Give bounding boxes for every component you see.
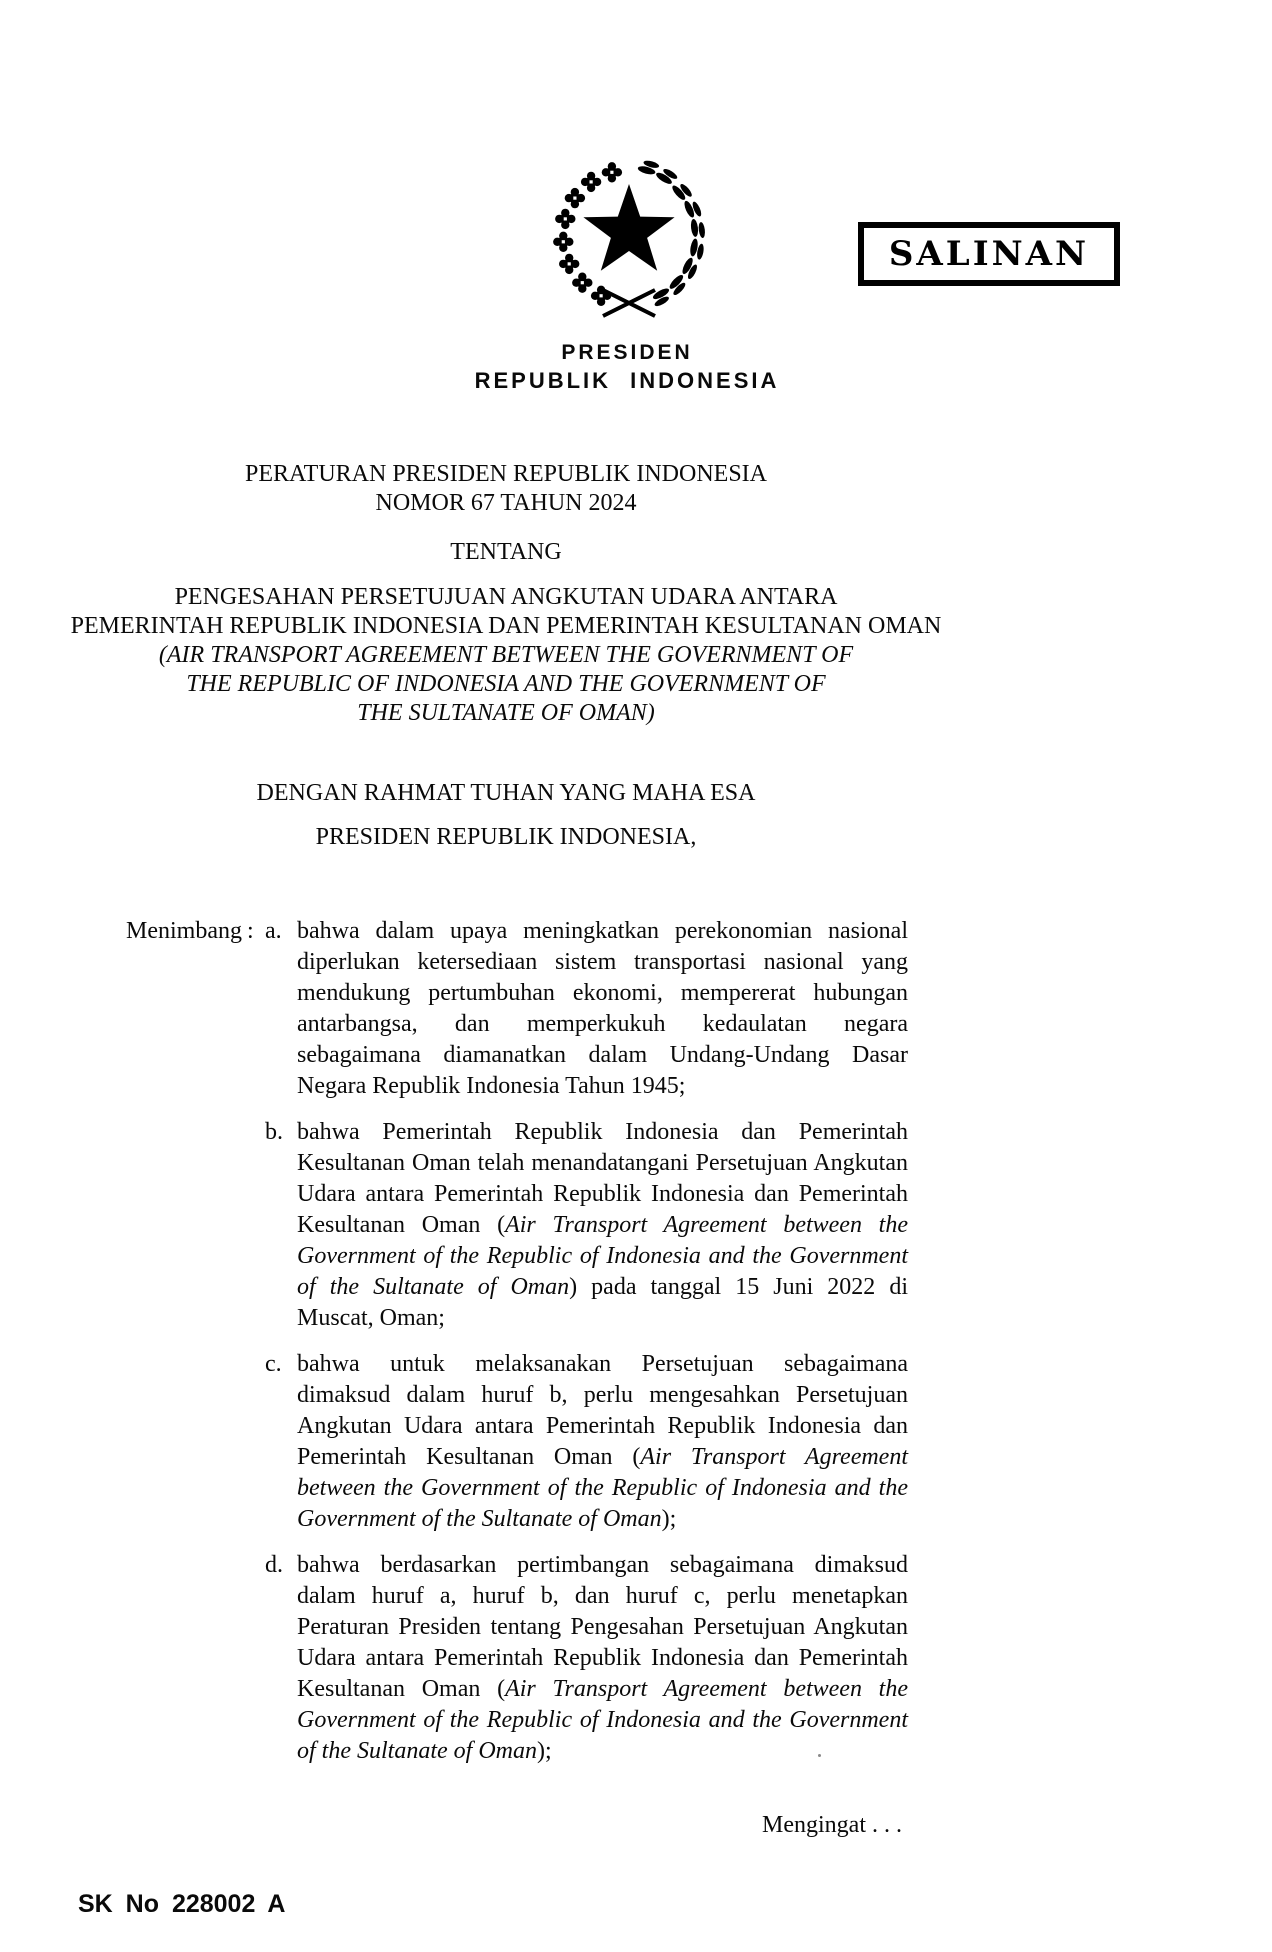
menimbang-item	[265, 1349, 908, 1535]
menimbang-section	[116, 916, 908, 1767]
menimbang-item	[265, 1550, 908, 1767]
menimbang-item-letter: d.	[265, 1552, 283, 1578]
salinan-label: SALINAN	[888, 234, 1090, 274]
menimbang-colon: :	[247, 918, 254, 944]
menimbang-item	[265, 916, 908, 1102]
presidential-seal-icon	[543, 150, 711, 322]
title-line-2: NOMOR 67 TAHUN 2024	[375, 490, 637, 516]
letterhead-presiden: PRESIDEN	[561, 341, 693, 364]
menimbang-item-text: bahwa dalam upaya meningkatkan perekonomian nasional diperlukan ketersediaan sistem transportasi nasional yang mendukung pertumbuhan ekonomi, mempererat hubungan antarbangsa, dan memperkukuh kedaulatan negara sebagaimana diamanatkan dalam Undang-Undang Dasar Negara Republik Indonesia Tahun 1945;	[297, 918, 908, 1099]
sk-number: SK No 228002 A	[78, 1890, 286, 1918]
regulation-title	[61, 460, 951, 728]
subject-italic-1: (AIR TRANSPORT AGREEMENT BETWEEN THE GOVERNMENT OF	[158, 642, 854, 668]
preamble-rahmat: DENGAN RAHMAT TUHAN YANG MAHA ESA	[256, 780, 756, 806]
preamble	[61, 778, 951, 852]
title-tentang: TENTANG	[450, 539, 562, 565]
menimbang-item	[265, 1117, 908, 1334]
menimbang-label: Menimbang	[126, 918, 242, 944]
menimbang-items	[265, 916, 908, 1767]
title-line-1: PERATURAN PRESIDEN REPUBLIK INDONESIA	[244, 461, 768, 487]
menimbang-item-letter: b.	[265, 1119, 283, 1145]
menimbang-item-text: bahwa untuk melaksanakan Persetujuan sebagaimana dimaksud dalam huruf b, perlu mengesahkan Persetujuan Angkutan Udara antara Pemerintah Republik Indonesia dan Pemerintah Kesultanan Oman (Air Transport Agreement between the Government of the Republic of Indonesia and the Government of the Sultanate of Oman);	[297, 1351, 908, 1532]
letterhead	[437, 340, 817, 395]
menimbang-item-text: bahwa berdasarkan pertimbangan sebagaimana dimaksud dalam huruf a, huruf b, dan huruf c, perlu menetapkan Peraturan Presiden tentang Pengesahan Persetujuan Angkutan Udara antara Pemerintah Republik Indonesia dan Pemerintah Kesultanan Oman (Air Transport Agreement between the Government of the Republic of Indonesia and the Government of the Sultanate of Oman);	[297, 1552, 909, 1764]
continuation-marker: Mengingat . . .	[762, 1812, 902, 1838]
menimbang-item-letter: a.	[265, 918, 282, 944]
subject-line-1: PENGESAHAN PERSETUJUAN ANGKUTAN UDARA ANTARA	[174, 584, 838, 610]
menimbang-item-text: bahwa Pemerintah Republik Indonesia dan Pemerintah Kesultanan Oman telah menandatangani Persetujuan Angkutan Udara antara Pemerintah Republik Indonesia dan Pemerintah Kesultanan Oman (Air Transport Agreement between the Government of the Republic of Indonesia and the Government of the Sultanate of Oman) pada tanggal 15 Juni 2022 di Muscat, Oman;	[297, 1119, 909, 1331]
salinan-badge	[858, 222, 1120, 286]
scan-speck	[818, 1754, 821, 1757]
subject-italic-3: THE SULTANATE OF OMAN)	[357, 700, 655, 726]
subject-italic-2: THE REPUBLIC OF INDONESIA AND THE GOVERNMENT OF	[186, 671, 826, 697]
letterhead-republik-indonesia: REPUBLIK INDONESIA	[474, 368, 780, 393]
menimbang-item-letter: c.	[265, 1351, 282, 1377]
preamble-presiden: PRESIDEN REPUBLIK INDONESIA,	[315, 824, 697, 850]
subject-line-2: PEMERINTAH REPUBLIK INDONESIA DAN PEMERINTAH KESULTANAN OMAN	[70, 613, 942, 639]
